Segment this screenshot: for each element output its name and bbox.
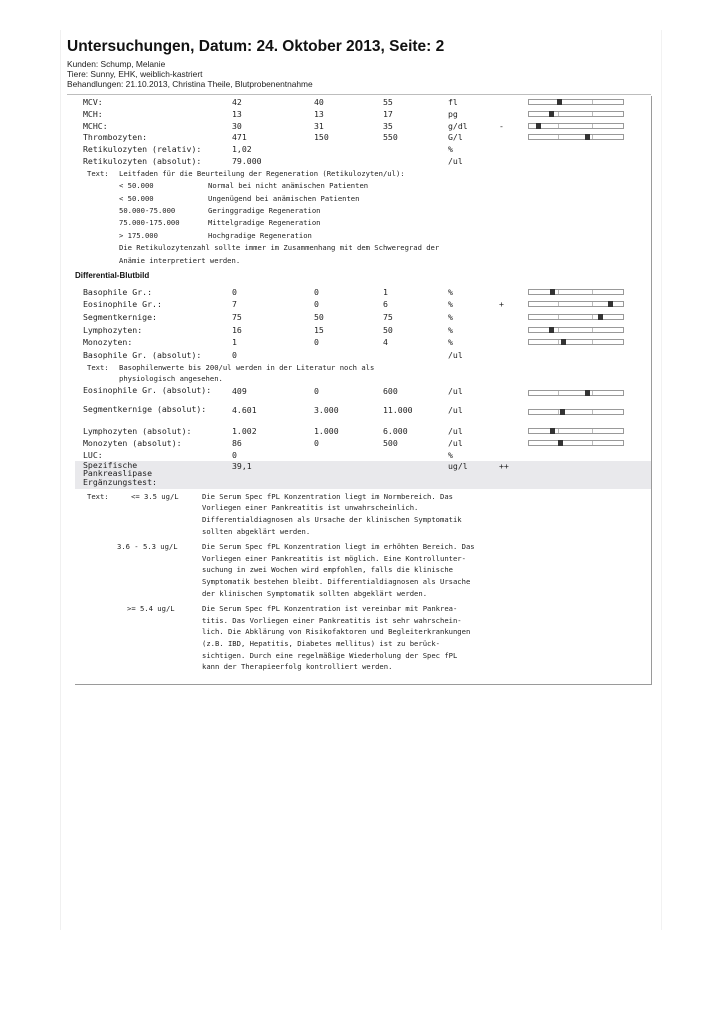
table-row	[75, 386, 651, 406]
result-value: 0	[232, 350, 237, 361]
note-line: Vorliegen einer Pankreatitis ist möglich. Eine Kontrollunter-	[202, 553, 466, 563]
table-row	[75, 437, 651, 449]
note-line: physiologisch angesehen.	[119, 374, 223, 384]
result-value: 7	[232, 299, 237, 310]
note-line: Symptomatik bestehen bleibt. Differentialdiagnosen als Ursache	[202, 576, 471, 586]
test-name: MCHC:	[83, 120, 108, 131]
reference-range-bar	[528, 289, 624, 295]
note-label: Text:	[87, 362, 109, 372]
reference-range-bar	[528, 134, 624, 140]
reference-max: 35	[383, 120, 393, 131]
note-description: Geringgradige Regeneration	[208, 205, 321, 215]
unit: ug/l	[448, 460, 468, 471]
unit: %	[448, 299, 453, 310]
reference-min: 0	[314, 337, 319, 348]
flag: ++	[499, 460, 509, 471]
unit: /ul	[448, 385, 463, 396]
note-line: Die Serum Spec fPL Konzentration liegt im erhöhten Bereich. Das	[202, 542, 475, 552]
reference-max: 6	[383, 299, 388, 310]
range-marker	[608, 301, 613, 307]
flag: +	[499, 299, 504, 310]
range-marker	[585, 390, 590, 396]
unit: %	[448, 286, 453, 297]
unit: /ul	[448, 437, 463, 448]
report-header	[67, 38, 667, 89]
test-name: Lymphozyten (absolut):	[83, 425, 192, 436]
reference-max: 600	[383, 385, 398, 396]
unit: %	[448, 324, 453, 335]
reference-range-bar	[528, 123, 624, 129]
note-description: Ungenügend bei anämischen Patienten	[208, 193, 360, 203]
test-name: Monozyten (absolut):	[83, 437, 182, 448]
test-name: Spezifische Pankreaslipase Ergänzungstest:	[83, 459, 157, 487]
test-name: MCV:	[83, 97, 103, 107]
note-range: 3.6 - 5.3 ug/L	[117, 542, 178, 552]
reference-range-bar	[528, 314, 624, 320]
note-line: Vorliegen einer Pankreatitis ist unwahrscheinlich.	[202, 503, 419, 513]
unit: g/dl	[448, 120, 468, 131]
test-name: Retikulozyten (relativ):	[83, 144, 202, 155]
test-name: Eosinophile Gr.:	[83, 299, 162, 310]
test-name: Monozyten:	[83, 337, 133, 348]
section-title: Differential-Blutbild	[75, 270, 150, 280]
range-marker	[550, 428, 555, 434]
range-marker	[598, 314, 603, 320]
reference-min: 40	[314, 97, 324, 107]
result-value: 471	[232, 132, 247, 143]
unit: pg	[448, 108, 458, 119]
note-line: Die Serum Spec fPL Konzentration ist vereinbar mit Pankrea-	[202, 604, 458, 614]
table-row	[75, 120, 651, 132]
test-name: Lymphozyten:	[83, 324, 143, 335]
note-line: suchung in zwei Wochen wird empfohlen, falls die klinische	[202, 565, 453, 575]
reference-min: 0	[314, 299, 319, 310]
note-line: Leitfaden für die Beurteilung der Regeneration (Retikulozyten/ul):	[119, 168, 405, 178]
note-label: Text:	[87, 491, 109, 501]
reference-min: 0	[314, 437, 319, 448]
reference-max: 50	[383, 324, 393, 335]
test-name: MCH:	[83, 108, 103, 119]
result-value: 409	[232, 385, 247, 396]
reference-max: 550	[383, 132, 398, 143]
test-name: LUC:	[83, 449, 103, 460]
test-name: Basophile Gr. (absolut):	[83, 350, 202, 361]
table-row	[75, 461, 651, 489]
reference-max: 500	[383, 437, 398, 448]
note-line: sollten abgeklärt werden.	[202, 526, 311, 536]
test-name: Eosinophile Gr. (absolut):	[83, 384, 212, 395]
reference-max: 55	[383, 97, 393, 107]
result-value: 79.000	[232, 156, 262, 166]
table-row	[75, 425, 651, 437]
reference-min: 0	[314, 286, 319, 297]
result-value: 4.601	[232, 405, 257, 416]
table-row	[75, 349, 651, 361]
reference-max: 6.000	[383, 425, 408, 436]
unit: /ul	[448, 425, 463, 436]
reference-min: 3.000	[314, 405, 339, 416]
test-name: Segmentkernige (absolut):	[83, 404, 207, 415]
note-line: Die Serum Spec fPL Konzentration liegt im Normbereich. Das	[202, 491, 453, 501]
note-range: > 175.000	[119, 230, 158, 240]
unit: G/l	[448, 132, 463, 143]
unit: /ul	[448, 405, 463, 416]
result-value: 1	[232, 337, 237, 348]
unit: %	[448, 449, 453, 460]
result-value: 1.002	[232, 425, 257, 436]
treatment-line: Behandlungen: 21.10.2013, Christina Theile, Blutprobenentnahme	[67, 79, 313, 89]
table-row	[75, 336, 651, 348]
note-line: sichtigen. Durch eine regelmäßige Wiederholung der Spec fPL	[202, 650, 458, 660]
result-value: 39,1	[232, 460, 252, 471]
result-value: 42	[232, 97, 242, 107]
table-row	[75, 155, 651, 167]
range-marker	[549, 111, 554, 117]
note-line: Die Retikulozytenzahl sollte immer im Zusammenhang mit dem Schweregrad der	[119, 243, 440, 253]
range-marker	[558, 440, 563, 446]
reference-range-bar	[528, 339, 624, 345]
note-line: Differentialdiagnosen als Ursache der klinischen Symptomatik	[202, 514, 462, 524]
range-marker	[557, 99, 562, 105]
range-marker	[561, 339, 566, 345]
result-value: 1,02	[232, 144, 252, 155]
unit: %	[448, 312, 453, 322]
note-description: Hochgradige Regeneration	[208, 230, 312, 240]
reference-min: 13	[314, 108, 324, 119]
reference-range-bar	[528, 327, 624, 333]
reference-range-bar	[528, 428, 624, 434]
table-row	[75, 298, 651, 310]
reference-max: 1	[383, 286, 388, 297]
reference-max: 75	[383, 312, 393, 322]
note-description: Normal bei nicht anämischen Patienten	[208, 181, 369, 191]
note-range: 50.000-75.000	[119, 205, 176, 215]
note-line: Basophilenwerte bis 200/ul werden in der Literatur noch als	[119, 362, 375, 372]
unit: /ul	[448, 156, 463, 166]
table-row	[75, 311, 651, 323]
result-value: 86	[232, 437, 242, 448]
reference-range-bar	[528, 390, 624, 396]
result-value: 13	[232, 108, 242, 119]
reference-min: 1.000	[314, 425, 339, 436]
reference-range-bar	[528, 111, 624, 117]
table-row	[75, 143, 651, 155]
flag: -	[499, 120, 504, 131]
unit: fl	[448, 97, 458, 107]
test-name: Basophile Gr.:	[83, 286, 153, 297]
reference-range-bar	[528, 301, 624, 307]
reference-range-bar	[528, 440, 624, 446]
customer-line: Kunden: Schump, Melanie	[67, 59, 166, 69]
note-line: lich. Die Abklärung von Risikofaktoren und Begleiterkrankungen	[202, 627, 471, 637]
note-line: kann der Therapieerfolg kontrolliert werden.	[202, 662, 393, 672]
reference-min: 150	[314, 132, 329, 143]
animal-line: Tiere: Sunny, EHK, weiblich-kastriert	[67, 69, 203, 79]
report-top-rule	[67, 94, 651, 95]
note-line: der klinischen Symptomatik sollten abgeklärt werden.	[202, 588, 428, 598]
note-range: 75.000-175.000	[119, 218, 180, 228]
reference-range-bar	[528, 409, 624, 415]
test-name: Retikulozyten (absolut):	[83, 156, 202, 166]
note-range: < 50.000	[119, 193, 154, 203]
note-range: >= 5.4 ug/L	[127, 604, 175, 614]
lab-results-table	[75, 96, 652, 685]
range-marker	[549, 327, 554, 333]
unit: %	[448, 337, 453, 348]
result-value: 16	[232, 324, 242, 335]
test-name: Thrombozyten:	[83, 132, 148, 143]
range-marker	[536, 123, 541, 129]
unit: /ul	[448, 350, 463, 361]
reference-max: 11.000	[383, 405, 413, 416]
unit: %	[448, 144, 453, 155]
note-line: titis. Das Vorliegen einer Pankreatitis ist sehr wahrschein-	[202, 615, 462, 625]
reference-min: 0	[314, 385, 319, 396]
table-row	[75, 108, 651, 120]
table-row	[75, 131, 651, 143]
table-row	[75, 324, 651, 336]
range-marker	[560, 409, 565, 415]
note-range: < 50.000	[119, 181, 154, 191]
test-name: Segmentkernige:	[83, 312, 157, 322]
note-range: <= 3.5 ug/L	[131, 491, 179, 501]
reference-max: 4	[383, 337, 388, 348]
table-row	[75, 405, 651, 425]
range-marker	[585, 134, 590, 140]
note-line: (z.B. IBD, Hepatitis, Diabetes mellitus) ist zu berück-	[202, 638, 440, 648]
result-value: 30	[232, 120, 242, 131]
note-line: Anämie interpretiert werden.	[119, 255, 241, 265]
table-row	[75, 96, 651, 108]
table-row	[75, 449, 651, 461]
note-description: Mittelgradige Regeneration	[208, 218, 321, 228]
reference-min: 15	[314, 324, 324, 335]
range-marker	[550, 289, 555, 295]
reference-range-bar	[528, 99, 624, 105]
result-value: 0	[232, 286, 237, 297]
reference-max: 17	[383, 108, 393, 119]
reference-min: 50	[314, 312, 324, 322]
result-value: 75	[232, 312, 242, 322]
note-label: Text:	[87, 168, 109, 178]
page-title: Untersuchungen, Datum: 24. Oktober 2013, Seite: 2	[67, 38, 445, 55]
result-value: 0	[232, 449, 237, 460]
table-row	[75, 286, 651, 298]
reference-min: 31	[314, 120, 324, 131]
